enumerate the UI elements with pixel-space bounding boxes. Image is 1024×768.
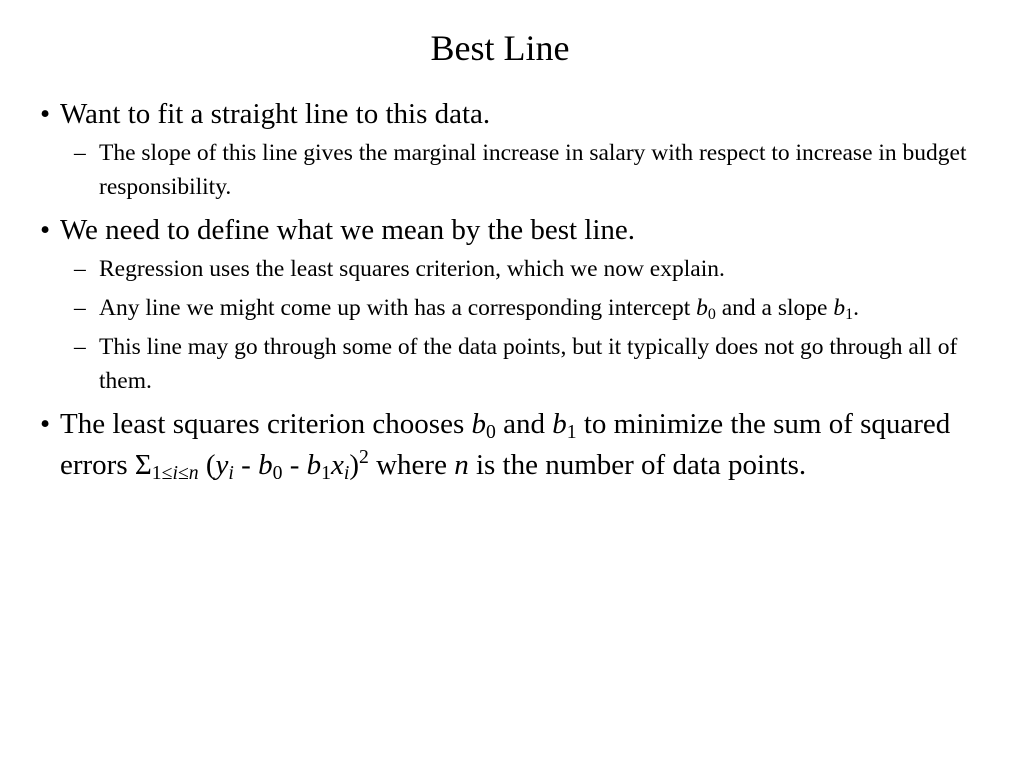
paren-close: ) [349, 449, 359, 481]
subscript-1: 1 [845, 305, 854, 323]
slide-body [40, 94, 1000, 486]
paren-open: ( [198, 449, 216, 481]
subscript-0: 0 [486, 420, 496, 443]
bullet-marker: • [40, 98, 51, 130]
bullet-text-and: and [495, 408, 553, 440]
index-i: i [343, 461, 350, 484]
symbol-b1: b [552, 408, 567, 440]
dash-marker: – [74, 295, 86, 321]
subbullet-text: Regression uses the least squares criterion, which we now explain. [99, 256, 725, 282]
subbullet-text: The slope of this line gives the marginal increase in salary with respect to increase in budget responsibility. [99, 140, 967, 200]
subbullet-text-end: . [853, 295, 859, 321]
subscript-0: 0 [272, 461, 283, 484]
symbol-b0: b [471, 408, 486, 440]
subbullet-text: This line may go through some of the data points, but it typically does not go through all of them. [99, 334, 958, 394]
dash-marker: – [74, 140, 86, 166]
sigma-sub-le: ≤ [177, 461, 189, 484]
symbol-x: x [330, 449, 344, 481]
bullet-text: We need to define what we mean by the best line. [60, 214, 636, 246]
symbol-b1: b [306, 449, 322, 481]
bullet-text-pre: The least squares criterion chooses [60, 408, 472, 440]
bullet-marker: • [40, 408, 51, 440]
bullet-least-squares [40, 404, 1000, 486]
subscript-0: 0 [707, 305, 716, 323]
sigma-subscript [152, 462, 199, 484]
sigma-sub-i: i [172, 461, 178, 484]
symbol-b1: b [833, 295, 846, 321]
symbol-n: n [454, 449, 469, 481]
subscript-1: 1 [566, 420, 577, 443]
subbullet-text-pre: Any line we might come up with has a corresponding intercept [99, 295, 697, 321]
subbullet-slope [40, 136, 1000, 204]
bullet-text-post: to minimize the sum of squared errors [60, 408, 951, 481]
subbullet-intercept-slope [40, 291, 1000, 325]
slide-title: Best Line [430, 28, 570, 68]
bullet-text-tail: is the number of data points. [468, 449, 807, 481]
symbol-b0: b [696, 295, 708, 321]
dash-marker: – [74, 334, 86, 360]
bullet-define-best-line [40, 210, 1000, 251]
minus-1: - [233, 449, 259, 481]
symbol-y: y [215, 449, 229, 481]
subbullet-through-points [40, 330, 1000, 398]
dash-marker: – [74, 256, 86, 282]
sigma-sub-n: n [188, 461, 199, 484]
bullet-text: Want to fit a straight line to this data. [60, 98, 491, 130]
bullet-fit-line [40, 94, 1000, 135]
superscript-2: 2 [359, 446, 369, 469]
sigma-symbol: Σ [134, 449, 152, 481]
symbol-b0: b [258, 449, 273, 481]
bullet-marker: • [40, 214, 51, 246]
subscript-1: 1 [321, 461, 331, 484]
subbullet-regression [40, 252, 1000, 286]
sigma-sub-lower: 1≤ [151, 461, 173, 484]
bullet-text-where: where [368, 449, 455, 481]
index-i: i [228, 461, 234, 484]
minus-2: - [282, 449, 307, 481]
subbullet-text-mid: and a slope [715, 295, 834, 321]
